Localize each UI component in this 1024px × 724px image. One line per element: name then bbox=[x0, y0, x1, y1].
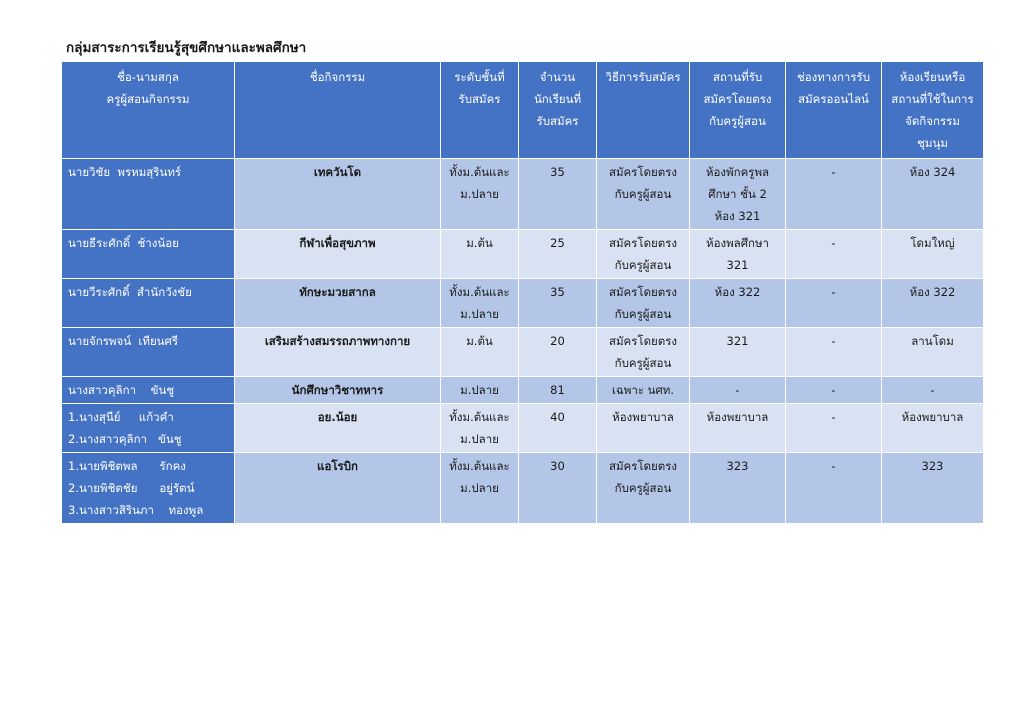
header-text: ชื่อ-นามสกุล bbox=[117, 70, 179, 84]
place-cell bbox=[690, 328, 786, 377]
place-cell bbox=[690, 404, 786, 453]
level-cell bbox=[441, 159, 519, 230]
level-cell bbox=[441, 453, 519, 524]
cell-text: ศึกษา ชั้น 2 bbox=[708, 187, 767, 201]
cell-text: กับครูผู้สอน bbox=[614, 187, 672, 201]
count-cell: 35 bbox=[519, 159, 597, 230]
teacher-cell bbox=[62, 159, 235, 230]
cell-text: ทั้งม.ต้นและ bbox=[449, 165, 510, 179]
method-cell bbox=[597, 453, 690, 524]
teacher-cell bbox=[62, 230, 235, 279]
header-text: ช่องทางการรับ bbox=[796, 70, 871, 84]
cell-text: ม.ปลาย bbox=[460, 432, 499, 446]
count-cell: 40 bbox=[519, 404, 597, 453]
header-text: สมัครออนไลน์ bbox=[798, 92, 869, 106]
cell-text: ทั้งม.ต้นและ bbox=[449, 459, 510, 473]
method-cell bbox=[597, 159, 690, 230]
online-cell: - bbox=[786, 279, 882, 328]
count-cell: 30 bbox=[519, 453, 597, 524]
activity-cell: แอโรบิก bbox=[235, 453, 441, 524]
teacher-cell bbox=[62, 453, 235, 524]
online-cell: - bbox=[786, 230, 882, 279]
online-cell: - bbox=[786, 404, 882, 453]
place-cell bbox=[690, 279, 786, 328]
cell-text: นายธีระศักดิ์ ช้างน้อย bbox=[68, 236, 179, 250]
activity-cell: นักศึกษาวิชาทหาร bbox=[235, 377, 441, 404]
cell-text: ม.ปลาย bbox=[460, 307, 499, 321]
count-cell: 81 bbox=[519, 377, 597, 404]
header-text: วิธีการรับสมัคร bbox=[605, 70, 681, 84]
method-cell bbox=[597, 377, 690, 404]
header-level bbox=[441, 62, 519, 159]
header-online bbox=[786, 62, 882, 159]
cell-text: สมัครโดยตรง bbox=[608, 334, 678, 348]
cell-text: ม.ต้น bbox=[466, 334, 493, 348]
cell-text: 323 bbox=[726, 459, 749, 473]
level-cell bbox=[441, 279, 519, 328]
table-row bbox=[62, 404, 984, 453]
table-header-row bbox=[62, 62, 984, 159]
header-room bbox=[882, 62, 984, 159]
teacher-cell bbox=[62, 377, 235, 404]
cell-text: 3.นางสาวสิรินภา ทองพูล bbox=[68, 503, 204, 517]
cell-text: สมัครโดยตรง bbox=[608, 236, 678, 250]
header-place bbox=[690, 62, 786, 159]
table-row bbox=[62, 453, 984, 524]
online-cell: - bbox=[786, 453, 882, 524]
place-cell bbox=[690, 159, 786, 230]
cell-text: กับครูผู้สอน bbox=[614, 481, 672, 495]
room-cell: โดมใหญ่ bbox=[882, 230, 984, 279]
cell-text: 2.นายพิชิตชัย อยู่รัตน์ bbox=[68, 481, 195, 495]
place-cell bbox=[690, 230, 786, 279]
room-cell: ห้อง 322 bbox=[882, 279, 984, 328]
cell-text: 1.นายพิชิตพล รักคง bbox=[68, 459, 186, 473]
room-cell: ห้องพยาบาล bbox=[882, 404, 984, 453]
online-cell: - bbox=[786, 159, 882, 230]
activity-table bbox=[61, 61, 984, 524]
cell-text: ม.ปลาย bbox=[460, 481, 499, 495]
header-teacher bbox=[62, 62, 235, 159]
activity-cell: ทักษะมวยสากล bbox=[235, 279, 441, 328]
level-cell bbox=[441, 404, 519, 453]
table-row bbox=[62, 159, 984, 230]
cell-text: นายวีระศักดิ์ สำนักวังชัย bbox=[68, 285, 192, 299]
room-cell: ห้อง 324 bbox=[882, 159, 984, 230]
header-text: สมัครโดยตรง bbox=[703, 92, 772, 106]
count-cell: 35 bbox=[519, 279, 597, 328]
level-cell bbox=[441, 377, 519, 404]
cell-text: สมัครโดยตรง bbox=[608, 285, 678, 299]
activity-cell: กีฬาเพื่อสุขภาพ bbox=[235, 230, 441, 279]
cell-text: สมัครโดยตรง bbox=[608, 459, 678, 473]
teacher-cell bbox=[62, 279, 235, 328]
cell-text: ห้องพยาบาล bbox=[706, 410, 769, 424]
cell-text: ห้องพลศึกษา bbox=[705, 236, 770, 250]
cell-text: ม.ต้น bbox=[466, 236, 493, 250]
cell-text: สมัครโดยตรง bbox=[608, 165, 678, 179]
cell-text: ทั้งม.ต้นและ bbox=[449, 410, 510, 424]
activity-cell: อย.น้อย bbox=[235, 404, 441, 453]
cell-text: ม.ปลาย bbox=[460, 187, 499, 201]
cell-text: 321 bbox=[726, 334, 749, 348]
header-text: สถานที่ใช้ในการ bbox=[891, 92, 974, 106]
cell-text: ห้องพักครูพล bbox=[705, 165, 770, 179]
count-cell: 20 bbox=[519, 328, 597, 377]
method-cell bbox=[597, 404, 690, 453]
table-row bbox=[62, 328, 984, 377]
online-cell: - bbox=[786, 328, 882, 377]
cell-text: กับครูผู้สอน bbox=[614, 356, 672, 370]
activity-cell: เสริมสร้างสมรรถภาพทางกาย bbox=[235, 328, 441, 377]
header-activity bbox=[235, 62, 441, 159]
header-text: รับสมัคร bbox=[536, 114, 579, 128]
header-text: ห้องเรียนหรือ bbox=[899, 70, 966, 84]
teacher-cell bbox=[62, 404, 235, 453]
page-title: กลุ่มสาระการเรียนรู้สุขศึกษาและพลศึกษา bbox=[66, 40, 307, 56]
cell-text: 2.นางสาวคุลิกา ขันชู bbox=[68, 432, 182, 446]
header-text: สถานที่รับ bbox=[712, 70, 763, 84]
cell-text: ห้องพยาบาล bbox=[612, 410, 674, 424]
header-text: ระดับชั้นที่ bbox=[454, 70, 505, 84]
method-cell bbox=[597, 279, 690, 328]
cell-text: ม.ปลาย bbox=[460, 383, 499, 397]
cell-text: นายจักรพจน์ เทียนศรี bbox=[68, 334, 179, 348]
header-text: จำนวน bbox=[539, 70, 576, 84]
cell-text: 1.นางสุนีย์ แก้วคำ bbox=[68, 410, 174, 424]
count-cell: 25 bbox=[519, 230, 597, 279]
header-method bbox=[597, 62, 690, 159]
header-text: ชื่อกิจกรรม bbox=[309, 70, 366, 84]
teacher-cell bbox=[62, 328, 235, 377]
cell-text: เฉพาะ นศท. bbox=[611, 383, 675, 397]
table-row bbox=[62, 377, 984, 404]
level-cell bbox=[441, 328, 519, 377]
room-cell: ลานโดม bbox=[882, 328, 984, 377]
header-text: ครูผู้สอนกิจกรรม bbox=[106, 92, 190, 106]
room-cell: 323 bbox=[882, 453, 984, 524]
method-cell bbox=[597, 230, 690, 279]
table-body bbox=[62, 159, 984, 524]
cell-text: ทั้งม.ต้นและ bbox=[449, 285, 510, 299]
online-cell: - bbox=[786, 377, 882, 404]
cell-text: นายวิชัย พรหมสุรินทร์ bbox=[68, 165, 182, 179]
header-text: กับครูผู้สอน bbox=[709, 114, 766, 128]
cell-text: ห้อง 322 bbox=[714, 285, 761, 299]
header-text: นักเรียนที่ bbox=[533, 92, 582, 106]
table-row bbox=[62, 279, 984, 328]
header-count bbox=[519, 62, 597, 159]
cell-text: กับครูผู้สอน bbox=[614, 307, 672, 321]
table-row bbox=[62, 230, 984, 279]
cell-text: - bbox=[735, 383, 740, 397]
cell-text: ห้อง 321 bbox=[714, 209, 761, 223]
room-cell: - bbox=[882, 377, 984, 404]
place-cell bbox=[690, 453, 786, 524]
activity-cell: เทควันโด bbox=[235, 159, 441, 230]
level-cell bbox=[441, 230, 519, 279]
header-text: รับสมัคร bbox=[458, 92, 501, 106]
place-cell bbox=[690, 377, 786, 404]
header-text: ชุมนุม bbox=[917, 136, 948, 150]
cell-text: 321 bbox=[726, 258, 749, 272]
header-text: จัดกิจกรรม bbox=[905, 114, 960, 128]
cell-text: นางสาวคุลิกา ขันชู bbox=[68, 383, 175, 397]
cell-text: กับครูผู้สอน bbox=[614, 258, 672, 272]
method-cell bbox=[597, 328, 690, 377]
